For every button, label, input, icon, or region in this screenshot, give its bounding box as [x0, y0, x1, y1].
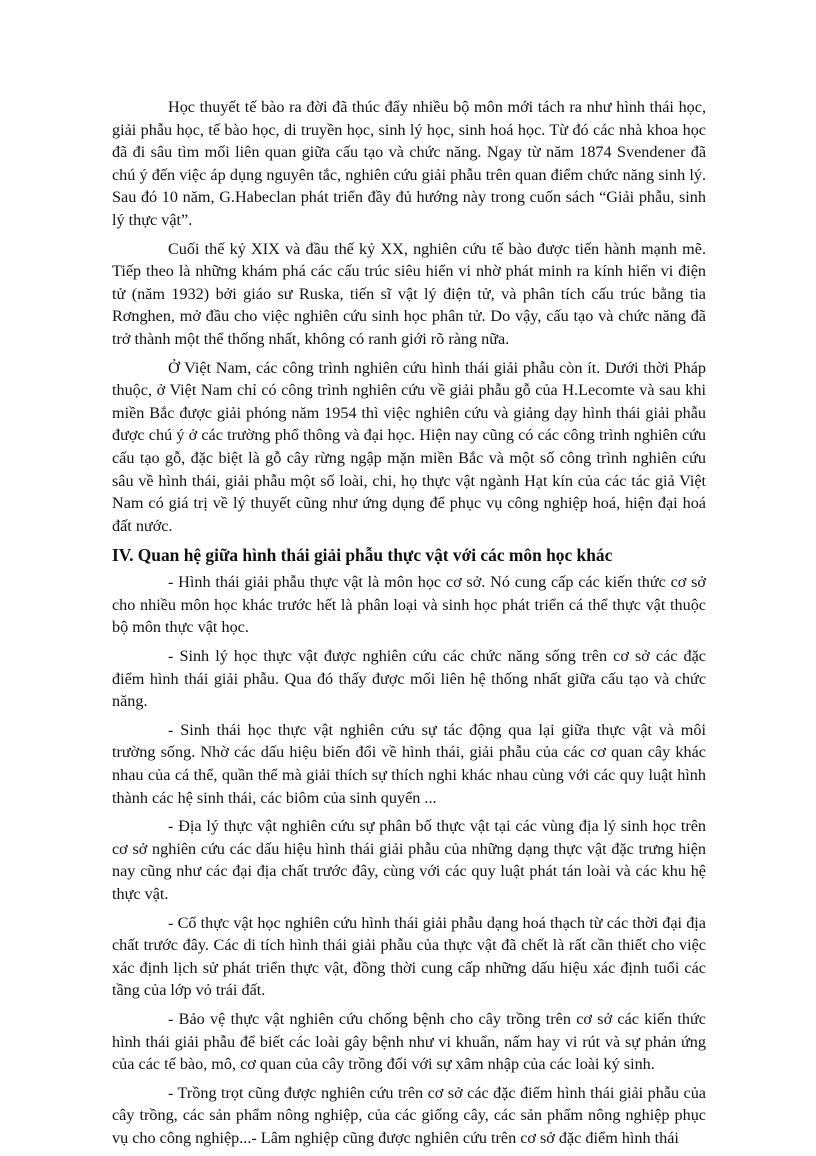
- paragraph-plant-ecology: - Sinh thái học thực vật nghiên cứu sự tác động qua lại giữa thực vật và môi trường sống. Nhờ các dấu hiệu biến đổi về hình thái, giải phẫu của các cơ quan cây khác nhau của cá thể, quần thể mà giải thích sự thích nghi khác nhau cùng với các quy luật hình thành các hệ sinh thái, các biôm của sinh quyển ...: [112, 720, 706, 807]
- paragraph-cell-theory-impact: Học thuyết tế bào ra đời đã thúc đẩy nhiều bộ môn mới tách ra như hình thái học, giải phẫu học, tế bào học, di truyền học, sinh lý học, sinh hoá học. Từ đó các nhà khoa học đã đi sâu tìm mối liên quan giữa cấu tạo và chức năng. Ngay từ năm 1874 Svendener đã chú ý đến việc áp dụng nguyên tắc, nghiên cứu giải phẫu trên quan điểm chức năng sinh lý. Sau đó 10 năm, G.Habeclan phát triển đầy đủ hướng này trong cuốn sách “Giải phẫu, sinh lý thực vật”.: [112, 98, 706, 229]
- paragraph-basic-subject: - Hình thái giải phẫu thực vật là môn học cơ sở. Nó cung cấp các kiến thức cơ sở cho nhiều môn học khác trước hết là phân loại và sinh học phát triển cá thể thực vật thuộc bộ môn thực vật học.: [112, 573, 706, 637]
- paragraph-late-19th-century: Cuối thế kỷ XIX và đầu thế kỷ XX, nghiên cứu tế bào được tiến hành mạnh mẽ. Tiếp theo là những khám phá các cấu trúc siêu hiển vi nhờ phát minh ra kính hiển vi điện tử (năm 1932) bởi giáo sư Ruska, tiến sĩ vật lý điện tử, và phân tích cấu trúc bằng tia Rơnghen, mở đầu cho việc nghiên cứu sinh học phân tử. Do vậy, cấu tạo và chức năng đã trở thành một thể thống nhất, không có ranh giới rõ ràng nữa.: [112, 239, 706, 348]
- paragraph-cultivation: - Trồng trọt cũng được nghiên cứu trên cơ sở các đặc điểm hình thái giải phẫu của cây trồng, các sản phẩm nông nghiệp, của các giống cây, các sản phẩm nông nghiệp phục vụ cho công nghiệp...- Lâm nghiệp cũng được nghiên cứu trên cơ sở đặc điểm hình thái: [112, 1083, 706, 1147]
- paragraph-paleobotany: - Cổ thực vật học nghiên cứu hình thái giải phẫu dạng hoá thạch từ các thời đại địa chất trước đây. Các di tích hình thái giải phẫu của thực vật đã chết là rất cần thiết cho việc xác định lịch sử phát triển thực vật, đồng thời cung cấp những dấu hiệu xác định tuổi các tầng của lớp vỏ trái đất.: [112, 913, 706, 1000]
- section-heading-iv: IV. Quan hệ giữa hình thái giải phẫu thực vật với các môn học khác: [112, 545, 613, 566]
- paragraph-vietnam-research: Ở Việt Nam, các công trình nghiên cứu hình thái giải phẫu còn ít. Dưới thời Pháp thuộc, ở Việt Nam chỉ có công trình nghiên cứu về giải phẫu gỗ của H.Lecomte và sau khi miền Bắc được giải phóng năm 1954 thì việc nghiên cứu và giảng dạy hình thái giải phẫu được chú ý ở các trường phổ thông và đại học. Hiện nay cũng có các công trình nghiên cứu cấu tạo gỗ, đặc biệt là gỗ cây rừng ngập mặn miền Bắc và một số công trình nghiên cứu sâu về hình thái, giải phẫu một số loài, chi, họ thực vật ngành Hạt kín của các tác giả Việt Nam có giá trị về lý thuyết cũng như ứng dụng để phục vụ công nghiệp hoá, hiện đại hoá đất nước.: [112, 358, 706, 535]
- paragraph-plant-protection: - Bảo vệ thực vật nghiên cứu chống bệnh cho cây trồng trên cơ sở các kiến thức hình thái giải phẫu để biết các loài gây bệnh như vi khuẩn, nấm hay vi rút và sự phản ứng của các tế bào, mô, cơ quan của cây trồng đối với sự xâm nhập của các loài ký sinh.: [112, 1009, 706, 1074]
- document-page: [112, 96, 706, 1156]
- paragraph-plant-geography: - Địa lý thực vật nghiên cứu sự phân bố thực vật tại các vùng địa lý sinh học trên cơ sở nghiên cứu các dấu hiệu hình thái giải phẫu của những dạng thực vật đặc trưng hiện nay cũng như các đại địa chất trước đây, cùng với các quy luật phát tán loài và các khu hệ thực vật.: [112, 817, 706, 903]
- paragraph-plant-physiology: - Sinh lý học thực vật được nghiên cứu các chức năng sống trên cơ sở các đặc điểm hình thái giải phẫu. Qua đó thấy được mối liên hệ thống nhất giữa cấu tạo và chức năng.: [112, 647, 706, 711]
